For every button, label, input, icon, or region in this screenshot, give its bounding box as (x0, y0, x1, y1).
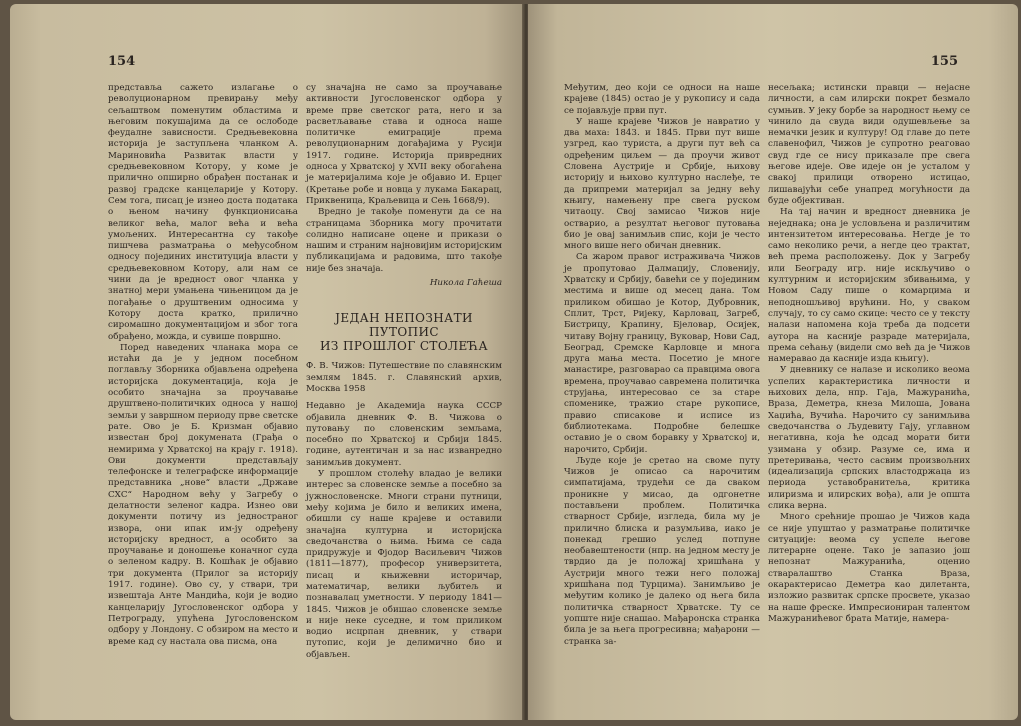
right-column-1 (564, 83, 760, 667)
bibliographic-reference: Ф. В. Чижов: Путешествие по славянским землям 1845. г. Славянский архив, Москва 1958 (306, 361, 502, 394)
paragraph: представља сажето излагање о револуционарном превирању међу сељаштвом поменутим областима и његовим покушајима да се ослободе феудалне зависности. Средњевековна историја је заступљена чланком А. Мариновића Развитак власти у средњевековном Котору, у коме је прилично опширно обрађен постанак и развој градске канцеларије у Котору. Сем тога, писац је изнео доста података о њеном начину функционисања великог већа, малог већа и већа умољених. Интересантна су такође пишчева разматрања о међусобном односу појединих институција власти у средњевековном Котору, али нам се чини да је вредност овог чланка у знатној мери умањена чињеницом да је погађање о друштвеним односима у Котору доста кратко, прилично сиромашно документацијом и због тога обрађено, можда, и сувише површно. (108, 83, 298, 342)
article-title (306, 311, 502, 353)
paragraph: У наше крајеве Чижов је навратио у два маха: 1843. и 1845. Први пут више узгред, као туриста, а други пут већ са одређеним циљем — да проучи живот Словена Аустрије и Србије, њихову историју и њихово културно наслеђе, те да припреми материјал за једну већу књигу, намењену пре свега руском читаоцу. Свој замисао Чижов није остварио, а резултат његовог путовања био је овај занимљив спис, који је често много више него обичан дневник. (564, 116, 760, 252)
right-page-number: 155 (930, 54, 958, 69)
right-column-2 (768, 83, 970, 667)
paragraph: Људе које је сретао на своме путу Чижов је описао са нарочитим симпатијама, трудећи се да сваком проникне у мисао, да одгонетне постављени проблем. Политичка стварност Србије, изгледа, била му је прилично блиска и разумљива, иако је понекад грешио услед потпуне необавештености (нпр. на једном месту је тврдио да је положај хришћана у Аустрији много тежи него положај хришћана под Турцима). Занимљиво је међутим колико је далеко од њега била политичка стварност Хрватске. Ту се уопште није снашао. Мађаронска странка била је за њега прогресивна; мађарони — странка за- (564, 455, 760, 647)
right-page (528, 4, 1018, 720)
paragraph: У прошлом столећу владао је велики интерес за словенске земље а посебно за јужнословенске. Многи страни путници, међу којима је било и великих имена, обишли су наше крајеве и оставили значајна културна и историјска сведочанства о њима. Њима се сада придружује и Фјодор Васиљевич Чижов (1811—1877), професор универзитета, писац и књижевни историчар, математичар, велики љубитељ и познавалац уметности. У периоду 1841—1845. Чижов је обишао словенске земље и није неке суседне, и том приликом водио исцрпан дневник, у ствари путопис, који је делимично био и објављен. (306, 469, 502, 660)
left-page-number: 154 (108, 54, 136, 69)
paragraph: Међутим, део који се односи на наше крајеве (1845) остао је у рукопису и сада се појављује први пут. (564, 83, 760, 116)
paragraph: На тај начин и вредност дневника је неједнака; она је условљена и различитим интензитетом интересовања. Негде је то само неколико речи, а негде цео трактат, већ према расположењу. Док у Загребу или Београду игр. није искључиво о културним и историјским збивањима, у Новом Саду пише о комарцима и неподношљивој врућини. Но, у сваком случају, то су само скице: често се у тексту налази напомена која треба да подсети аутора на касније разраде материјала, према сећању (видели смо већ да је Чижов намеравао да касније изда књигу). (768, 207, 970, 365)
paragraph: Много срећније прошао је Чижов када се није упуштао у разматрање политичке ситуације: веома су успеле његове литерарне оцене. Тако је запазио још непознат Мажуранића, оценио стваралаштво Станка Враза, окарактерисао Деметра као дилетанта, изложио развитак српске просвете, указао на наше фреске. Импресиониран талентом Мажуранићевог брата Матије, намера- (768, 512, 970, 624)
paragraph: У дневнику се налазе и исколико веома успелих карактеристика личности и њихових дела, нпр. Гаја, Мажуранића, Враза, Деметра, кнеза Милоша, Јована Хаџића, Вучића. Нарочито су занимљива сведочанства о Људевиту Гају, углавном негативна, која ће одсад морати бити узимана у обзир. Разуме се, има и претеривања, често сасвим произвољних (идеализација српских властодржаца из периода уставобранитеља, критика илиризма и илирских вођа), али је општа слика верна. (768, 365, 970, 511)
paragraph: Са жаром правог истраживача Чижов је пропутовао Далмацију, Словенију, Хрватску и Србију, бавећи се у појединим местима и више од месец дана. Том приликом обишао је Котор, Дубровник, Сплит, Трст, Ријеку, Карловац, Загреб, Бистрицу, Крапину, Бјеловар, Осијек, читаву Војну границу, Вуковар, Нови Сад, Београд, Сремске Карловце и многа друга мања места. Посетио је многе манастире, разговарао са правцима овога времена, проучавао савремена политичка струјања, интересовао се за старе споменике, тражио старе рукописе, правио списакове и исписе из библиотекама. Подробне белешке оставио је о свом боравку у Хрватској и, нарочито, Србији. (564, 252, 760, 455)
paragraph: Поред наведених чланака мора се истаћи да је у једном посебном поглављу Зборника објављена одређена историјска документација, која је особито значајна за проучавање друштвено-политичких односа у нашој земљи у завршном периоду прве светске рате. Ово је Б. Кризман објавио известан број докумената (Грађа о немирима у Хрватској на крају г. 1918). Ови документи представљају телефонске и телеграфске информације представника „нове“ власти „Државе СХС“ Народном већу у Загребу о делатности зеленог кадра. Изнео ови документи потичу из једностраног извора, они ипак им-ју одређену историјску вредност, а особито за проучавање и доношење коначног суда о зеленом кадру. В. Кошћак је објавио три документа (Прилог за историју 1917. године). Ово су, у ствари, три извештаја Анте Мандића, који је водио канцеларију Југословенског одбора у Петрограду, упућена Југословенском одбору у Лондону. С обзиром на место и време кад су настала ова писма, она (108, 342, 298, 647)
article-title-line-2: ИЗ ПРОШЛОГ СТОЛЕЋА (320, 339, 488, 354)
open-book (6, 4, 1018, 722)
paragraph: су значајна не само за проучавање активности Југословенског одбора у време прве светског рата, него и за расветљавање става и односа наше политичке емиграције према револуционарним догађајима у Русији 1917. године. Историја привредних односа у Хрватској у XVII веку обогаћена је материјалима које је објавио И. Ерцег (Кретање робе и новца у лукама Бакарац, Приквеница, Краљевица и Сењ 1668/9). (306, 83, 502, 206)
signature: Никола Гаћеша (429, 278, 502, 289)
left-page (10, 4, 526, 720)
left-column-1 (108, 83, 298, 667)
article-title-line-1: ЈЕДАН НЕПОЗНАТИ ПУТОПИС (335, 311, 473, 340)
paragraph: Недавно је Академија наука СССР објавила дневник Ф. В. Чижова о путовању по словенским земљама, посебно по Хрватској и Србији 1845. године, аутентичан и за нас изванредно занимљив документ. (306, 401, 502, 468)
left-column-2 (306, 83, 502, 660)
paragraph: Вредно је такође поменути да се на страницама Зборника могу прочитати солидно написане оцене и прикази о нашим и страним најновијим историјским публикацијама и радовима, што такође није без значаја. (306, 207, 502, 274)
paragraph: несељака; истински правци — нејасне личности, а сам илирски покрет безмало сумњив. У јеку борбе за народност њему се чинило да свуда види одушевљење за немачки језик и културу! Од главе до пете славенофил, Чижов је супротно реаговао свуд где се нису приказале пре свега његове идеје. Ове идеје он је усталом у свакој прилици отворено истицао, лишавајући себе унапред могућности да буде објективан. (768, 83, 970, 206)
